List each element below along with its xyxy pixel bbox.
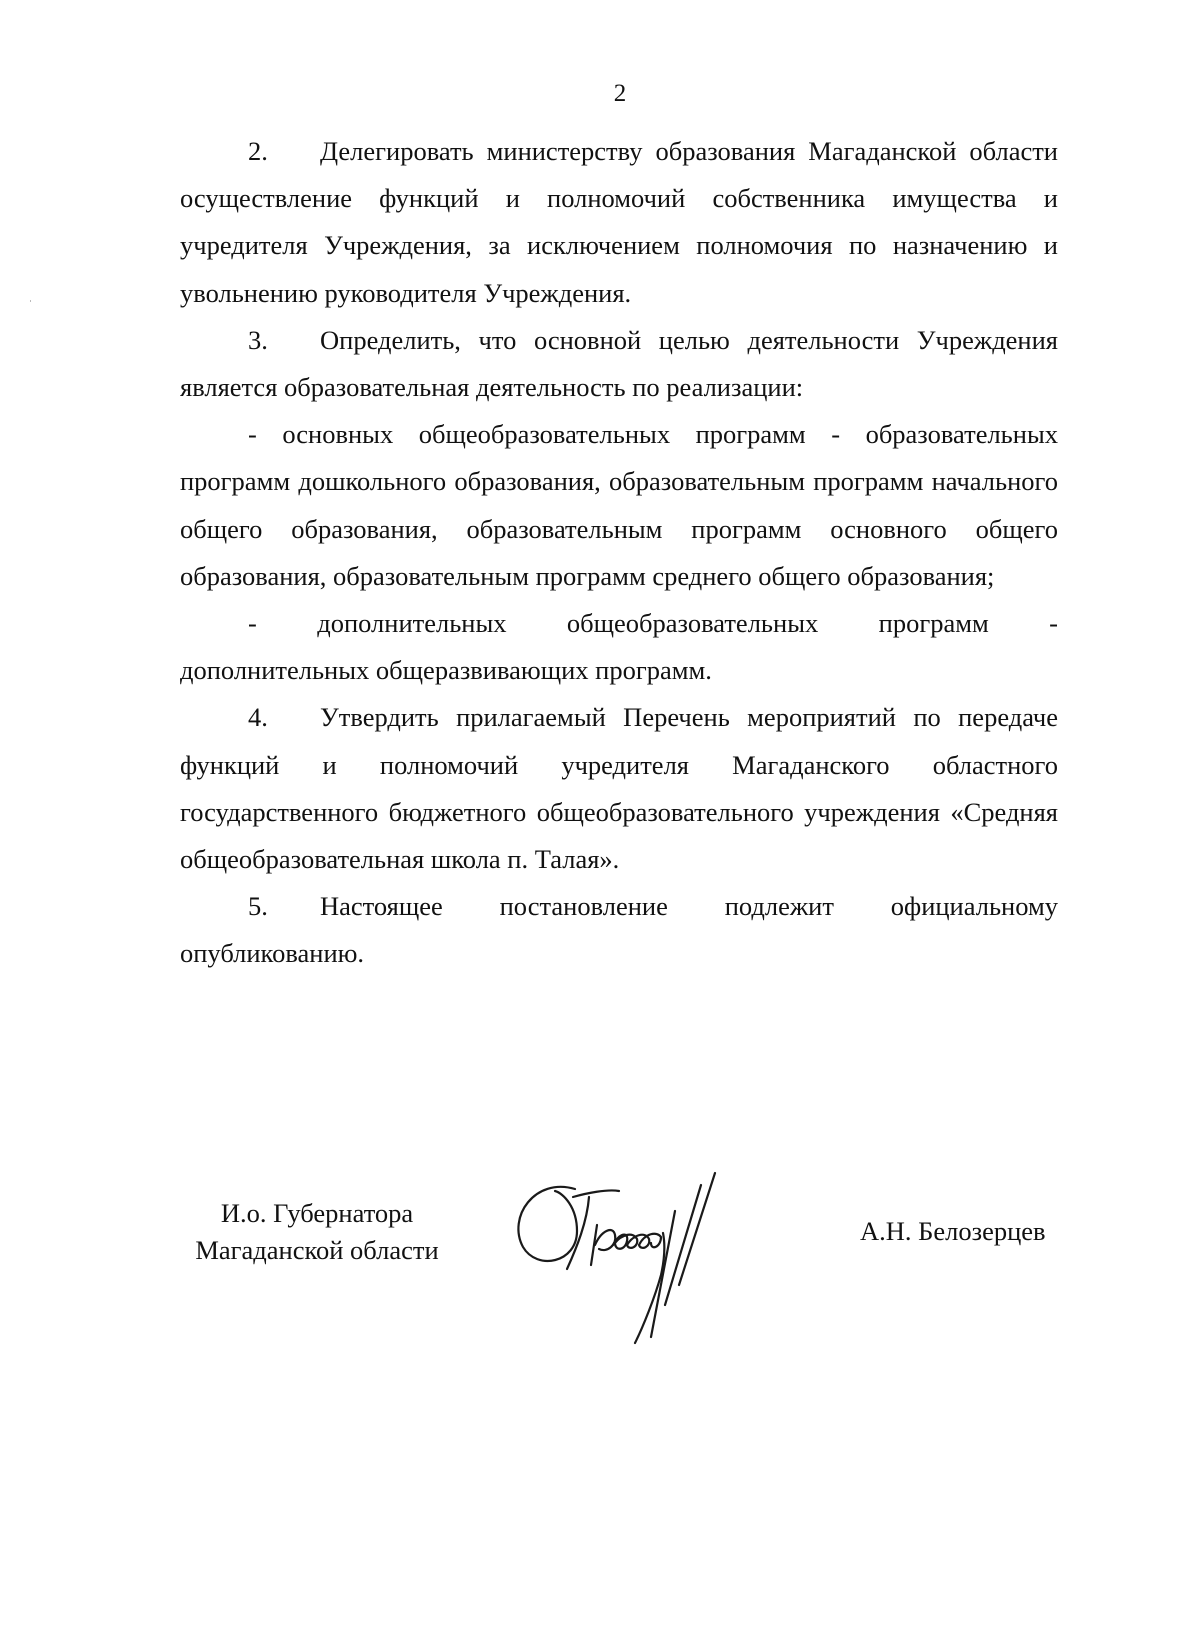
margin-mark xyxy=(30,300,31,302)
paragraph-4 xyxy=(180,694,1058,883)
signatory-name: А.Н. Белозерцев xyxy=(860,1216,1046,1246)
signature-block xyxy=(0,1185,1200,1385)
signatory-title-line: Магаданской области xyxy=(195,1235,439,1265)
paragraph-number: 2. xyxy=(248,136,268,166)
paragraph-text: Утвердить прилагаемый Перечень мероприятий по передаче функций и полномочий учредителя Магаданского областного государственного бюджетного общеобразовательного учреждения «Средняя общеобразовательная школа п. Талая». xyxy=(180,702,1058,875)
signatory-title-line: И.о. Губернатора xyxy=(220,1198,414,1228)
list-item-text: дополнительных общеразвивающих программ. xyxy=(180,655,712,686)
list-word: программ xyxy=(878,608,989,639)
paragraph-2 xyxy=(180,128,1058,317)
list-item-additional-programs-line xyxy=(180,600,1058,647)
list-item-additional-programs-rest xyxy=(180,647,1058,694)
paragraph-5 xyxy=(180,883,1058,977)
list-word: общеобразовательных xyxy=(566,608,819,639)
paragraph-text: Определить, что основной целью деятельности Учреждения является образовательная деятельность по реализации: xyxy=(180,324,1058,403)
list-dash: - xyxy=(248,608,257,639)
signatory-title xyxy=(187,1195,447,1269)
document-body xyxy=(180,128,1058,978)
list-word: дополнительных xyxy=(317,608,507,639)
paragraph-text: Делегировать министерству образования Магаданской области осуществление функций и полномочий собственника имущества и учредителя Учреждения, за исключением полномочия по назначению и увольнению руководителя Учреждения. xyxy=(180,136,1058,308)
list-item-text: - основных общеобразовательных программ - образовательных программ дошкольного образования, образовательным программ начального общего образования, образовательным программ основного общего образования, образовательным программ среднего общего образования; xyxy=(180,419,1058,591)
paragraph-number: 3. xyxy=(248,324,268,355)
list-item-general-programs xyxy=(180,411,1058,600)
list-dash: - xyxy=(1049,608,1058,639)
page-number: 2 xyxy=(613,80,627,107)
paragraph-text: Настоящее постановление подлежит официальному опубликованию. xyxy=(180,891,1058,969)
paragraph-3 xyxy=(180,317,1058,411)
paragraph-number: 5. xyxy=(248,891,268,922)
handwritten-signature xyxy=(515,1167,775,1357)
paragraph-number: 4. xyxy=(248,702,268,733)
